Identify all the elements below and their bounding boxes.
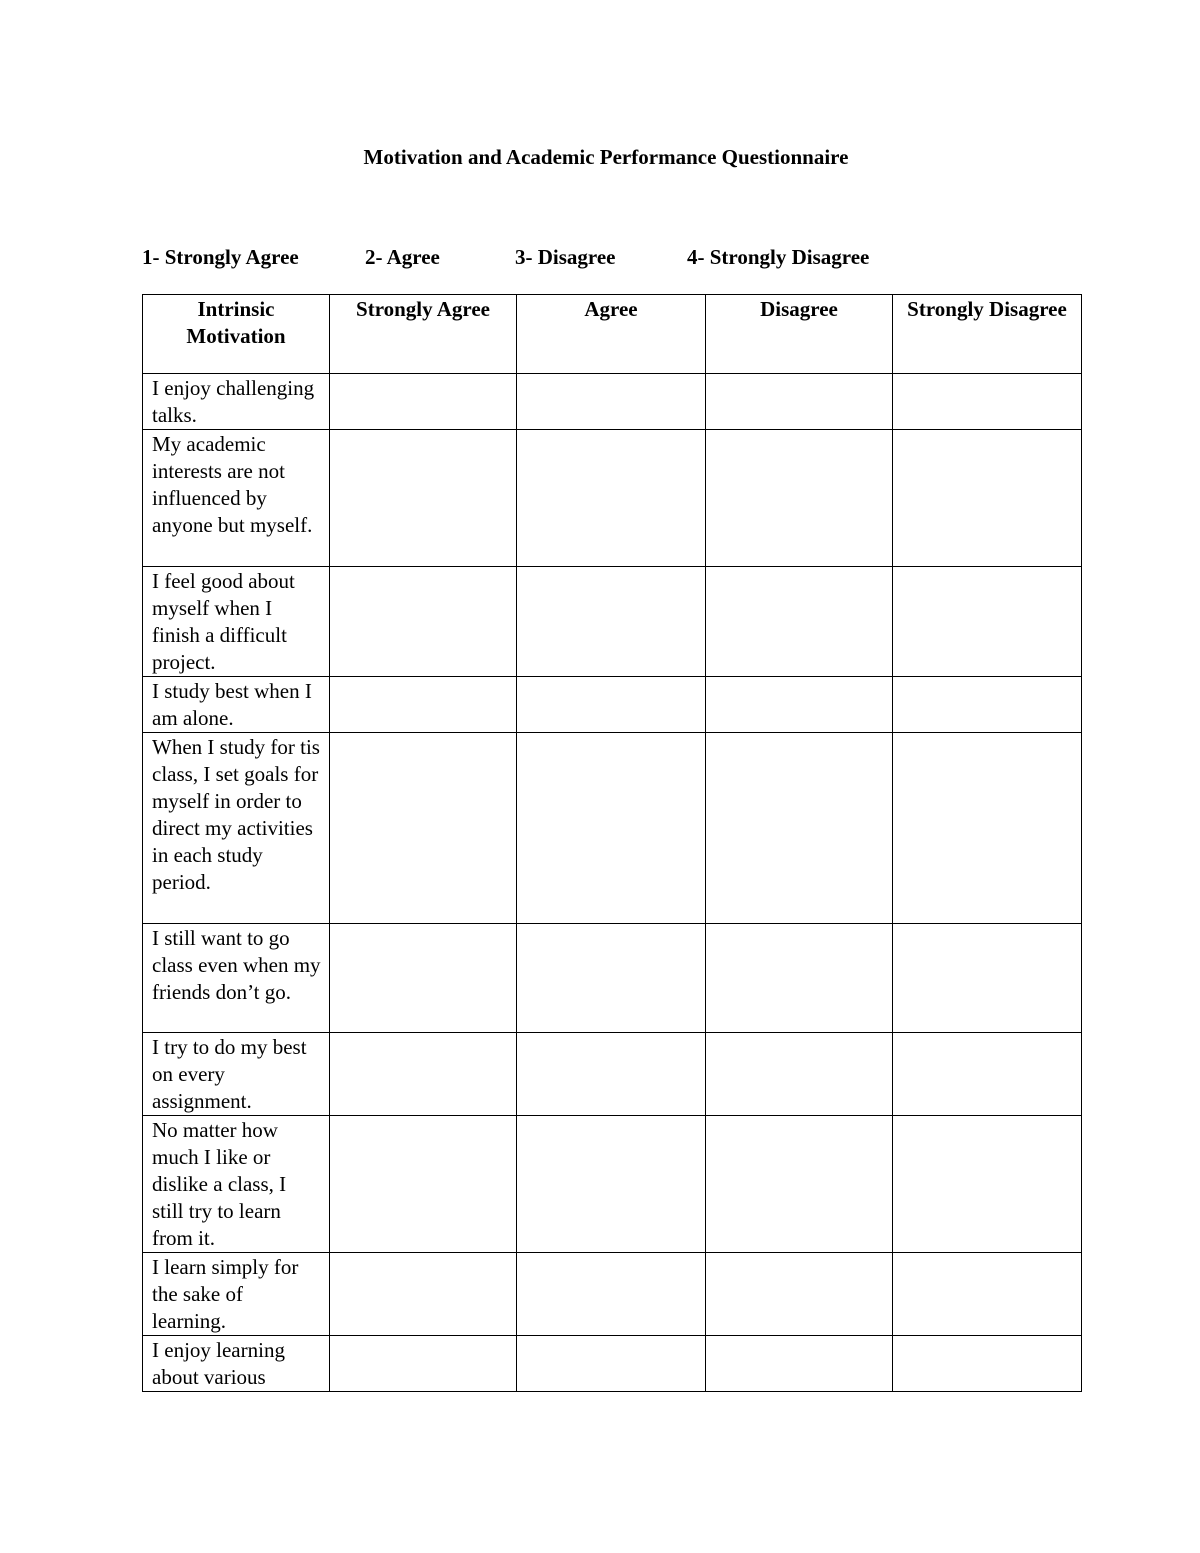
header-strongly-disagree: Strongly Disagree	[893, 295, 1082, 374]
table-row	[143, 374, 1082, 430]
statement-cell: My academic interests are not influenced by anyone but myself.	[143, 430, 330, 567]
strongly-agree-cell[interactable]	[330, 567, 517, 677]
strongly-agree-cell[interactable]	[330, 677, 517, 733]
strongly-agree-cell[interactable]	[330, 1336, 517, 1392]
header-disagree: Disagree	[706, 295, 893, 374]
scale-option-3: 3- Disagree	[515, 245, 616, 269]
strongly-disagree-cell[interactable]	[893, 924, 1082, 1033]
agree-cell[interactable]	[517, 1253, 706, 1336]
scale-option-4: 4- Strongly Disagree	[687, 245, 870, 269]
statement-cell: I enjoy learning about various	[143, 1336, 330, 1392]
statement-cell: No matter how much I like or dislike a class, I still try to learn from it.	[143, 1116, 330, 1253]
disagree-cell[interactable]	[706, 924, 893, 1033]
statement-cell: I still want to go class even when my friends don’t go.	[143, 924, 330, 1033]
strongly-disagree-cell[interactable]	[893, 1033, 1082, 1116]
agree-cell[interactable]	[517, 374, 706, 430]
disagree-cell[interactable]	[706, 677, 893, 733]
agree-cell[interactable]	[517, 430, 706, 567]
strongly-agree-cell[interactable]	[330, 733, 517, 924]
strongly-agree-cell[interactable]	[330, 430, 517, 567]
agree-cell[interactable]	[517, 1336, 706, 1392]
agree-cell[interactable]	[517, 567, 706, 677]
disagree-cell[interactable]	[706, 1253, 893, 1336]
table-row	[143, 677, 1082, 733]
scale-option-2: 2- Agree	[365, 245, 440, 269]
strongly-disagree-cell[interactable]	[893, 374, 1082, 430]
agree-cell[interactable]	[517, 733, 706, 924]
table-row	[143, 430, 1082, 567]
strongly-disagree-cell[interactable]	[893, 733, 1082, 924]
header-row	[143, 295, 1082, 374]
agree-cell[interactable]	[517, 1033, 706, 1116]
table-row	[143, 1116, 1082, 1253]
statement-cell: I learn simply for the sake of learning.	[143, 1253, 330, 1336]
disagree-cell[interactable]	[706, 567, 893, 677]
statement-cell: I try to do my best on every assignment.	[143, 1033, 330, 1116]
table-row	[143, 733, 1082, 924]
table-row	[143, 924, 1082, 1033]
disagree-cell[interactable]	[706, 1336, 893, 1392]
statement-cell: I feel good about myself when I finish a difficult project.	[143, 567, 330, 677]
strongly-agree-cell[interactable]	[330, 374, 517, 430]
strongly-agree-cell[interactable]	[330, 1253, 517, 1336]
disagree-cell[interactable]	[706, 430, 893, 567]
table-row	[143, 1336, 1082, 1392]
disagree-cell[interactable]	[706, 733, 893, 924]
header-agree: Agree	[517, 295, 706, 374]
statement-cell: I enjoy challenging talks.	[143, 374, 330, 430]
agree-cell[interactable]	[517, 924, 706, 1033]
strongly-agree-cell[interactable]	[330, 924, 517, 1033]
statement-cell: When I study for tis class, I set goals for myself in order to direct my activities in each study period.	[143, 733, 330, 924]
strongly-disagree-cell[interactable]	[893, 430, 1082, 567]
statement-cell: I study best when I am alone.	[143, 677, 330, 733]
disagree-cell[interactable]	[706, 374, 893, 430]
disagree-cell[interactable]	[706, 1033, 893, 1116]
document-title: Motivation and Academic Performance Questionnaire	[363, 145, 849, 169]
agree-cell[interactable]	[517, 677, 706, 733]
disagree-cell[interactable]	[706, 1116, 893, 1253]
strongly-disagree-cell[interactable]	[893, 1253, 1082, 1336]
questionnaire-table	[142, 294, 1082, 1392]
scale-option-1: 1- Strongly Agree	[142, 245, 299, 269]
strongly-disagree-cell[interactable]	[893, 1336, 1082, 1392]
table-row	[143, 1253, 1082, 1336]
strongly-disagree-cell[interactable]	[893, 567, 1082, 677]
header-intrinsic-motivation: Intrinsic Motivation	[143, 295, 330, 374]
strongly-disagree-cell[interactable]	[893, 1116, 1082, 1253]
strongly-agree-cell[interactable]	[330, 1033, 517, 1116]
table-row	[143, 567, 1082, 677]
strongly-agree-cell[interactable]	[330, 1116, 517, 1253]
table-row	[143, 1033, 1082, 1116]
strongly-disagree-cell[interactable]	[893, 677, 1082, 733]
agree-cell[interactable]	[517, 1116, 706, 1253]
header-strongly-agree: Strongly Agree	[330, 295, 517, 374]
